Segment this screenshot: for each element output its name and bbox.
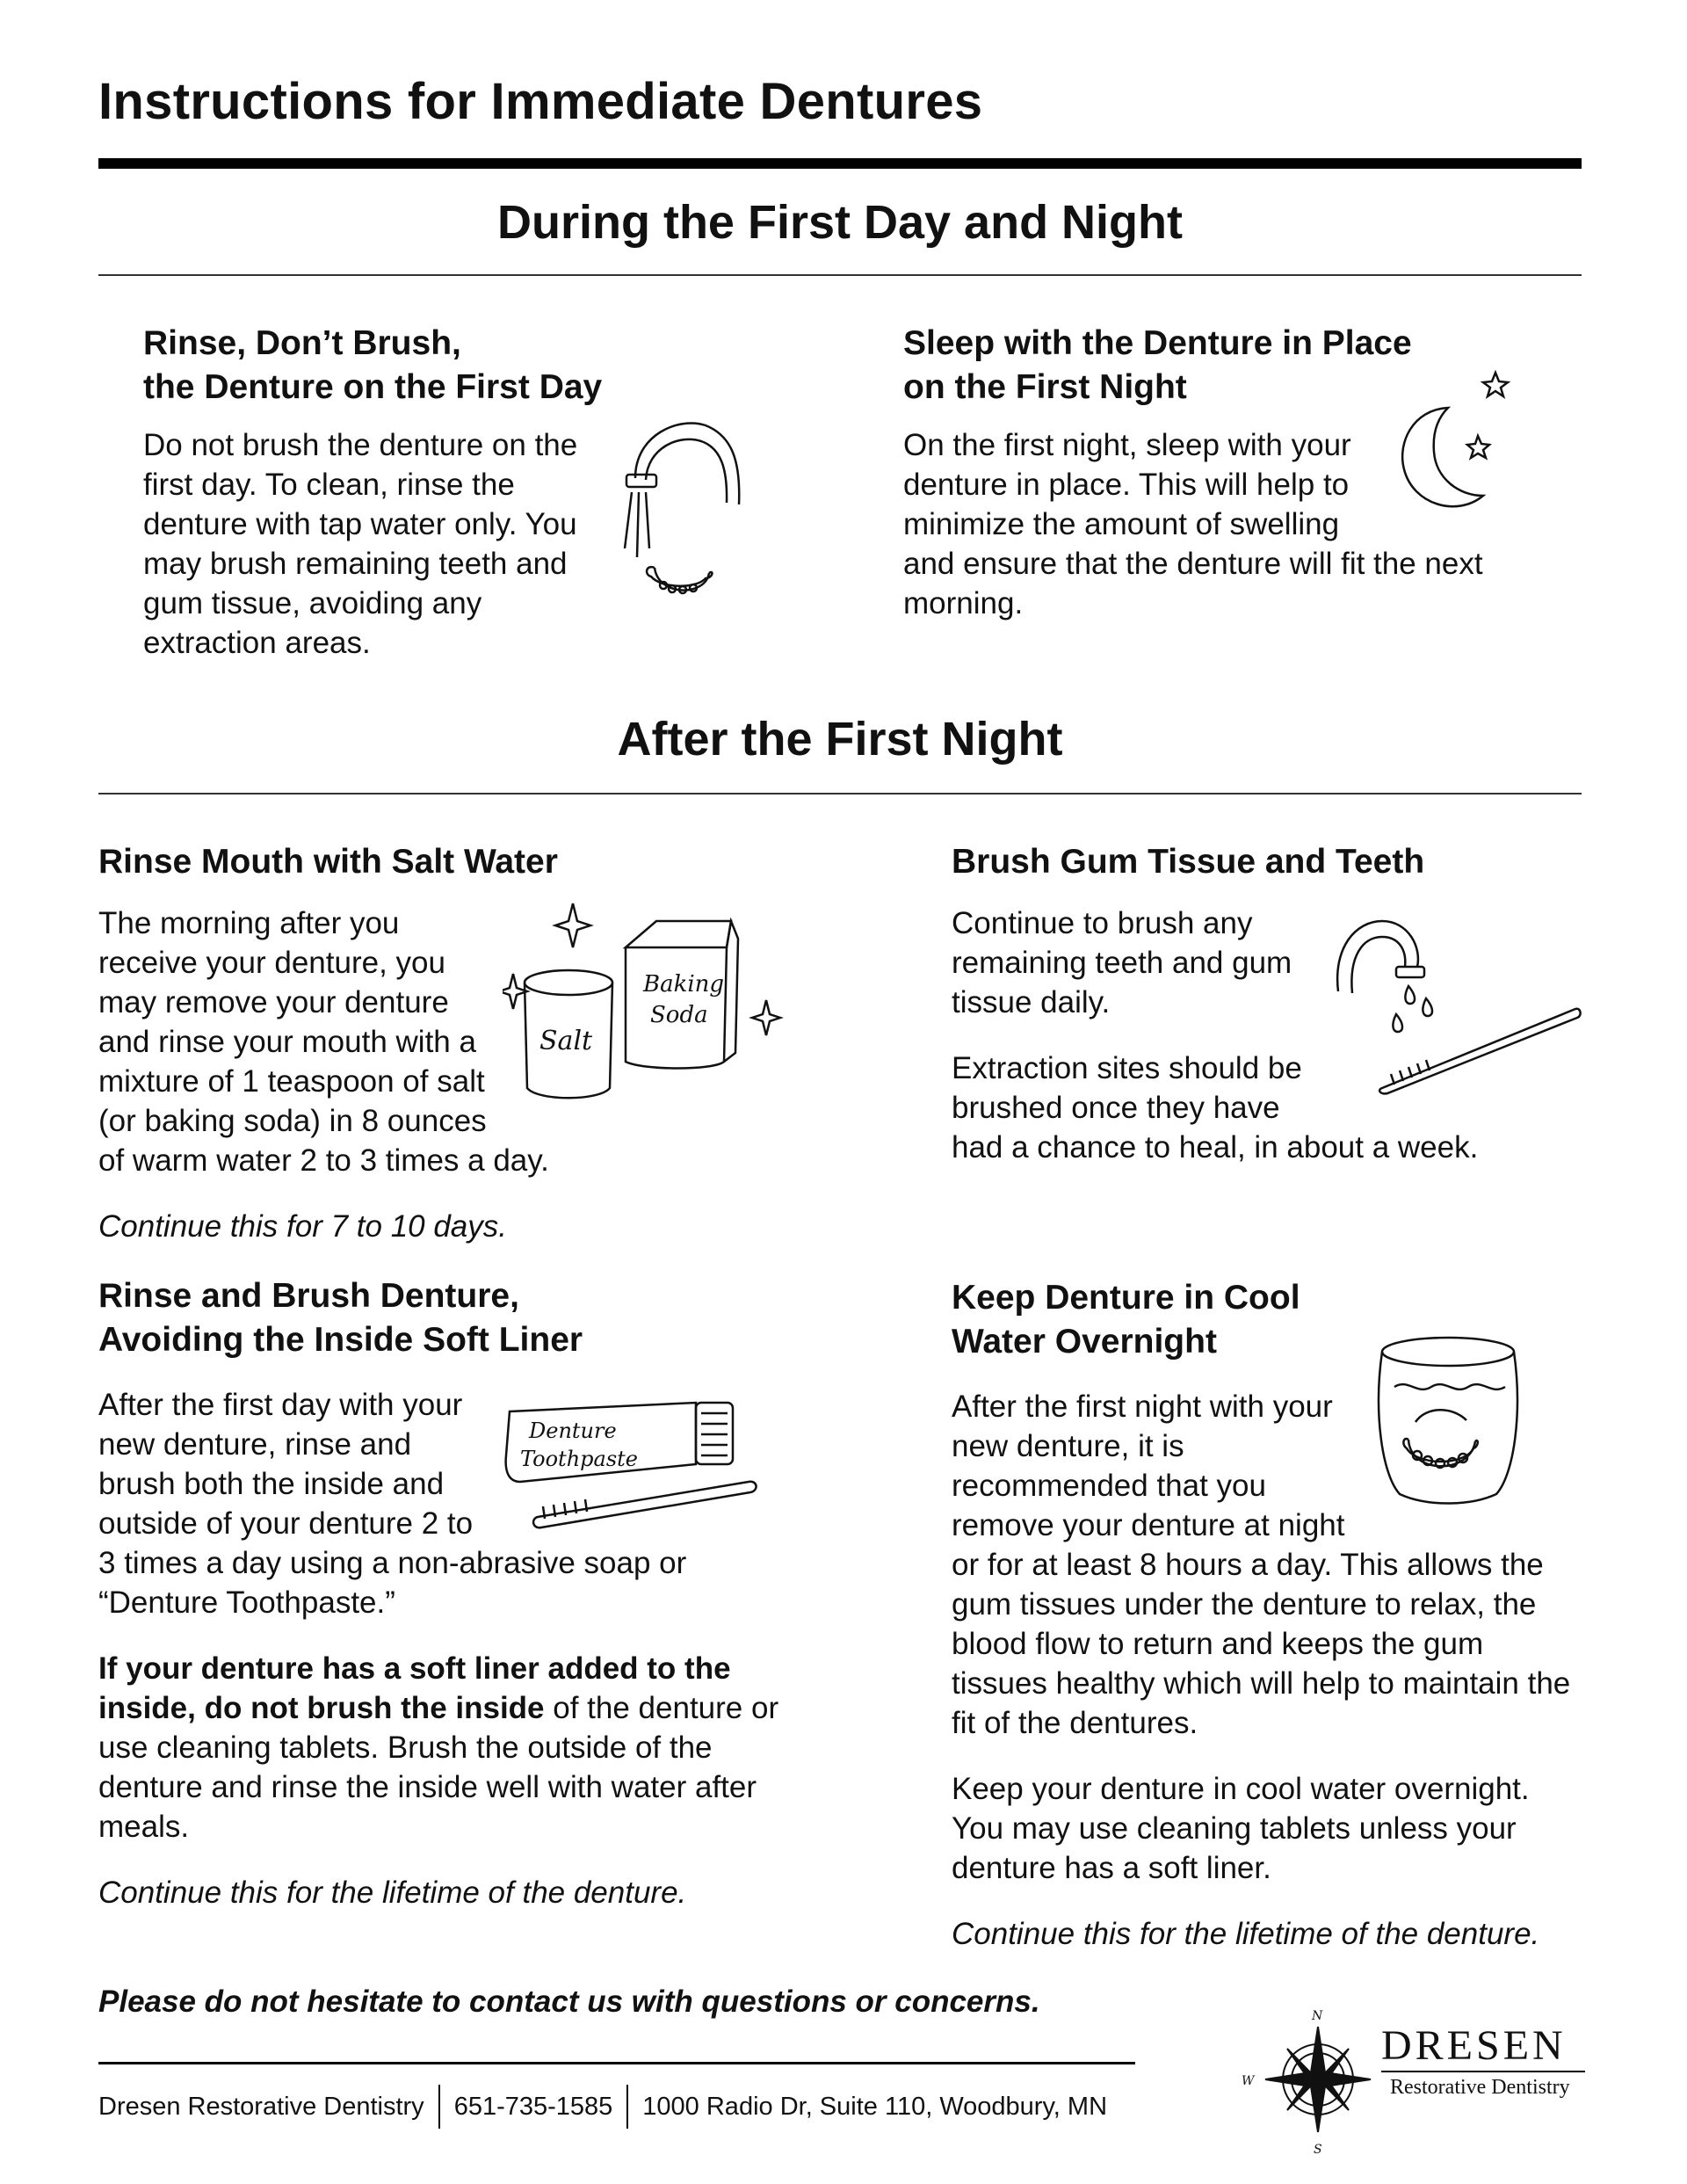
separator [626, 2085, 628, 2129]
logo-name: DRESEN [1381, 2022, 1567, 2069]
toothpaste-toothbrush-icon [503, 1385, 766, 1543]
contact-note: Please do not hesitate to contact us with questions or concerns. [98, 1984, 1040, 2019]
separator [438, 2085, 440, 2129]
salt-water-title: Rinse Mouth with Salt Water [98, 843, 558, 881]
rinse-body: Do not brush the denture on the first day. To clean, rinse the denture with tap water only. You may brush remaining teeth and gum tissue, avoiding any extraction areas. [143, 425, 758, 663]
section-heading-first-day: During the First Day and Night [496, 196, 1184, 249]
salt-water-body: Salt Baking Soda The morning after you receive your denture, you may remove your denture and rinse your mouth with a mixture of 1 teaspoon of salt (or baking soda) in 8 ounces of warm water 2 to 3 times a day. Continue this for 7 to 10 days. [98, 903, 784, 1246]
glass-denture-icon [1365, 1325, 1531, 1510]
cool-water-block [952, 1276, 1584, 1980]
page-title: Instructions for Immediate Dentures [98, 73, 983, 130]
compass-rose-icon [1234, 2002, 1384, 2157]
footer-divider [98, 2062, 1135, 2064]
cool-water-title: Keep Denture in Cool Water Overnight [952, 1279, 1300, 1360]
faucet-toothbrush-icon [1321, 895, 1584, 1097]
salt-baking-soda-icon [503, 895, 784, 1106]
svg-text:Salt: Salt [539, 1026, 593, 1056]
brush-gum-block [952, 840, 1584, 1194]
address: 1000 Radio Dr, Suite 110, Woodbury, MN [642, 2092, 1108, 2121]
sleep-denture-block [903, 322, 1518, 649]
section-heading-after-night: After the First Night [617, 713, 1063, 765]
svg-text:Baking: Baking [643, 971, 725, 998]
salt-water-block [98, 840, 784, 1273]
svg-text:Denture: Denture [529, 1419, 617, 1443]
svg-text:N: N [1312, 2009, 1323, 2023]
rinse-title: Rinse, Don’t Brush, the Denture on the First Day [143, 324, 603, 406]
svg-text:W: W [1242, 2074, 1255, 2088]
title-divider [98, 158, 1582, 169]
rinse-brush-title: Rinse and Brush Denture, Avoiding the Inside Soft Liner [98, 1277, 583, 1359]
rinse-brush-body: Denture Toothpaste After the first day with your new denture, rinse and brush both the inside and outside of your denture 2 to 3 times a day using a non-abrasive soap or “Denture Toothpaste.” If your denture has a soft liner added to the inside, do not brush the inside of the denture or use cleaning tablets. Brush the outside of the denture and rinse the inside well with water after meals. Continue this for the lifetime of the denture. [98, 1385, 801, 1912]
phone-number: 651-735-1585 [453, 2092, 613, 2121]
soft-liner-warning: If your denture has a soft liner added to the inside, do not brush the inside of the denture or use cleaning tablets. Brush the outside of the denture and rinse the inside well with water after meals. [98, 1651, 779, 1844]
rinse-dont-brush-block [143, 322, 758, 689]
footer-contact-line [98, 2085, 1107, 2129]
svg-text:S: S [1314, 2143, 1322, 2157]
sleep-body: On the first night, sleep with your denture in place. This will help to minimize the amount of swelling and ensure that the denture will fit the next morning. [903, 425, 1518, 623]
cool-water-body: After the first night with your new denture, it is recommended that you remove your denture at night or for at least 8 hours a day. This allows the gum tissues under the denture to relax, the blood flow to return and keeps the gum tissues healthy which will help to maintain the fit of the dentures. Keep your denture in cool water overnight. You may use cleaning tablets unless your denture has a soft liner. Continue this for the lifetime of the denture. [952, 1387, 1584, 1954]
rinse-brush-denture-block [98, 1274, 801, 1939]
brush-gum-body: Continue to brush any remaining teeth and gum tissue daily. Extraction sites should be brushed once they have had a chance to heal, in about a week. [952, 903, 1584, 1167]
moon-stars-icon [1378, 355, 1518, 531]
brush-gum-title: Brush Gum Tissue and Teeth [952, 843, 1425, 881]
logo-divider [1381, 2071, 1585, 2072]
sleep-title: Sleep with the Denture in Place on the First Night [903, 324, 1412, 406]
section-divider [98, 274, 1582, 276]
logo-subtitle: Restorative Dentistry [1390, 2076, 1570, 2099]
svg-text:Toothpaste: Toothpaste [520, 1447, 638, 1471]
svg-text:Soda: Soda [650, 1002, 708, 1028]
practice-name: Dresen Restorative Dentistry [98, 2092, 424, 2121]
faucet-denture-icon [600, 417, 758, 610]
section-divider [98, 793, 1582, 795]
